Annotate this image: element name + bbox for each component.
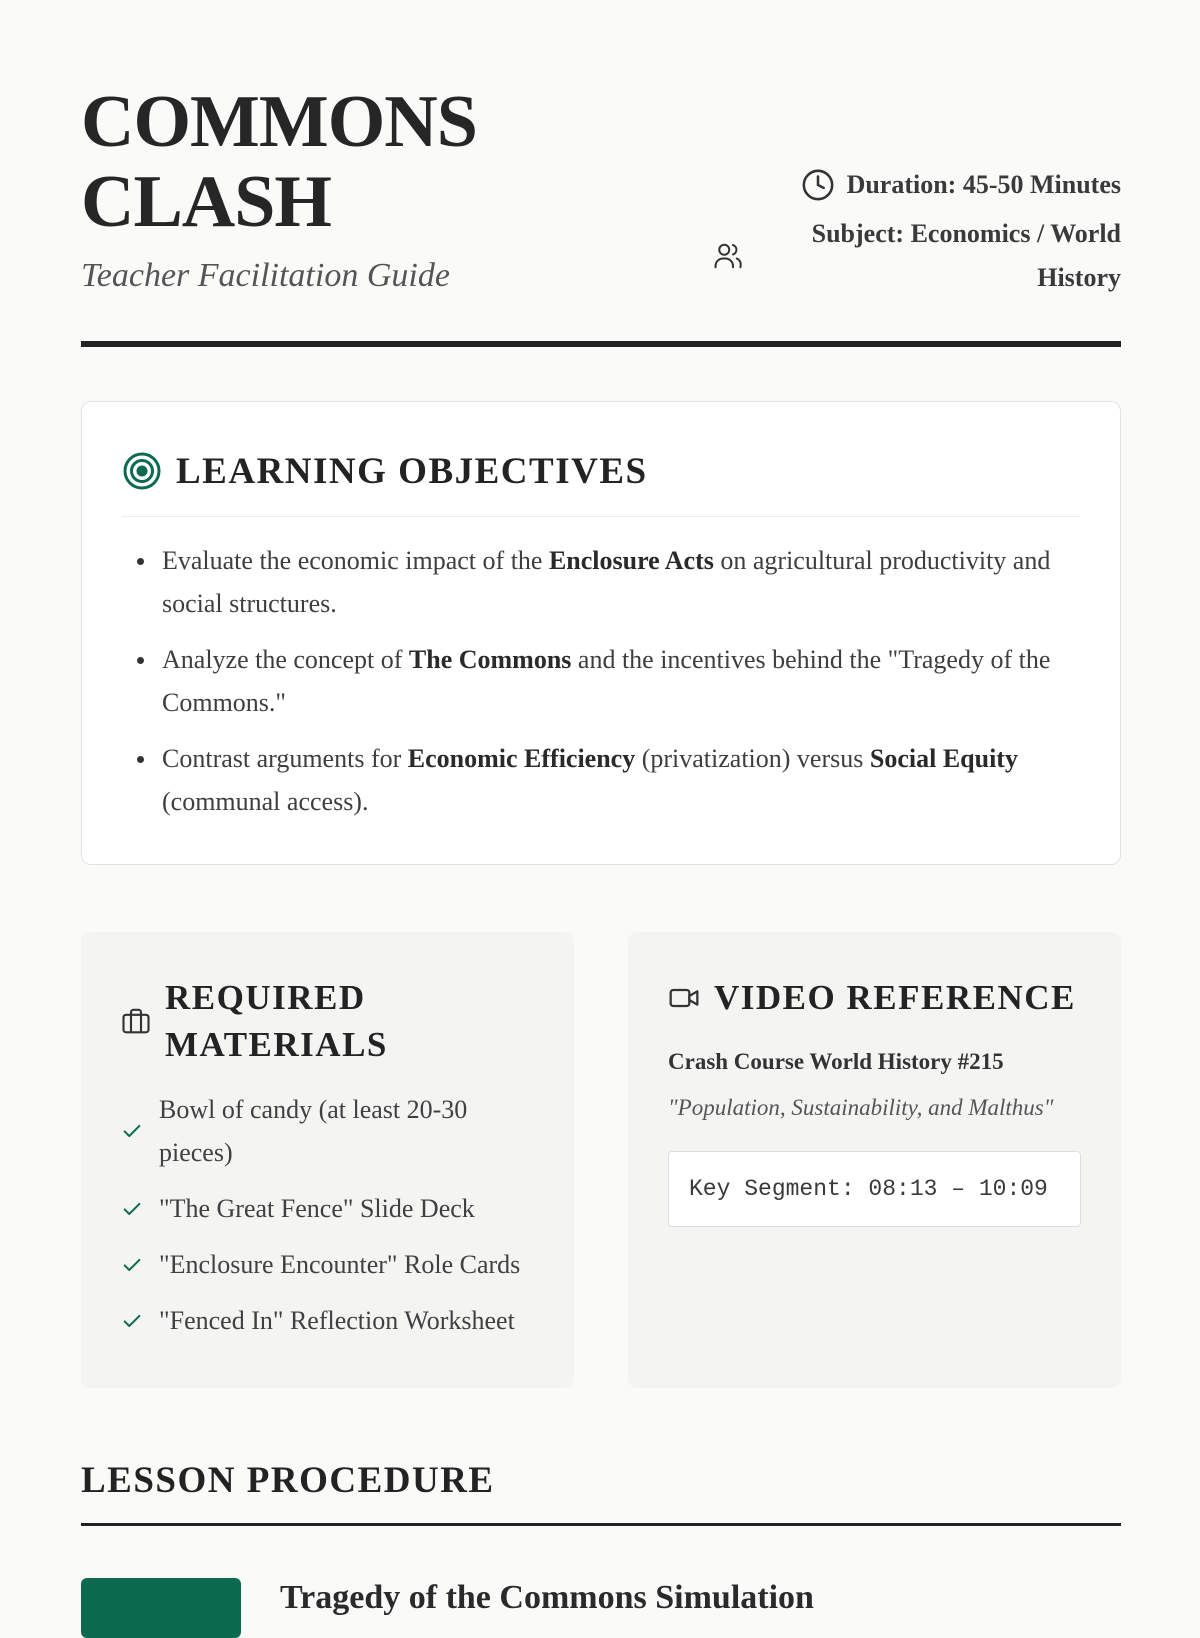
video-camera-icon [668,982,700,1014]
material-item [121,1187,534,1230]
video-heading [668,974,1081,1021]
subject-text: Subject: Economics / World History [811,219,1121,292]
check-icon [121,1310,143,1332]
material-text: "Enclosure Encounter" Role Cards [159,1250,521,1279]
material-item [121,1299,534,1342]
objective-text: Evaluate the economic impact of the [162,546,549,575]
objective-item [122,638,1080,724]
video-reference-card [628,932,1121,1388]
guide-subtitle: Teacher Facilitation Guide [81,257,450,294]
clock-icon [801,168,835,202]
material-item [121,1088,534,1174]
required-materials-card [81,932,574,1388]
check-icon [121,1198,143,1220]
material-item [121,1243,534,1286]
objective-text: Contrast arguments for [162,744,408,773]
material-text: "The Great Fence" Slide Deck [159,1194,475,1223]
objective-text: (communal access). [162,787,369,816]
key-segment-box [668,1151,1081,1227]
target-icon [122,451,162,491]
video-heading-text: VIDEO REFERENCE [714,978,1076,1017]
objectives-heading-text: LEARNING OBJECTIVES [176,450,648,492]
material-text: "Fenced In" Reflection Worksheet [159,1306,515,1335]
duration-text: Duration: 45-50 Minutes [846,170,1121,199]
briefcase-icon [121,1006,151,1036]
guide-header [81,0,1121,347]
check-icon [121,1254,143,1276]
materials-heading [121,974,534,1068]
title-line-1: COMMONS [81,81,477,163]
step-badge [81,1578,241,1638]
materials-heading-text: REQUIRED MATERIALS [165,978,388,1064]
duration-row [791,162,1121,208]
objective-keyword: Economic Efficiency [407,744,636,773]
objective-text: Analyze the concept of [162,645,409,674]
video-series: Crash Course World History #215 [668,1049,1004,1074]
check-icon [121,1120,143,1142]
title-line-2: CLASH [81,161,331,243]
lesson-meta [791,162,1121,300]
video-title: "Population, Sustainability, and Malthus" [668,1095,1054,1120]
key-segment-text: Key Segment: 08:13 – 10:09 [689,1176,1048,1202]
objectives-list [122,539,1080,823]
objective-item [122,539,1080,625]
objective-text: and the incentives behind the "Tragedy of the Commons." [162,645,1051,717]
users-icon [713,241,743,271]
objective-keyword: The Commons [408,645,572,674]
objective-keyword: Enclosure Acts [548,546,714,575]
procedure-heading: LESSON PROCEDURE [81,1456,1121,1526]
objective-text: on agricultural productivity and social structures. [162,546,1051,618]
guide-title [81,82,641,242]
objective-text: (privatization) versus [635,744,870,773]
objective-keyword: Social Equity [869,744,1018,773]
learning-objectives-card [81,401,1121,865]
materials-list [121,1088,534,1342]
material-text: Bowl of candy (at least 20-30 pieces) [159,1095,468,1167]
teacher-guide-page [81,0,1121,1616]
objective-item [122,737,1080,823]
objectives-heading [122,444,1080,517]
step-title: Tragedy of the Commons Simulation [280,1579,814,1616]
